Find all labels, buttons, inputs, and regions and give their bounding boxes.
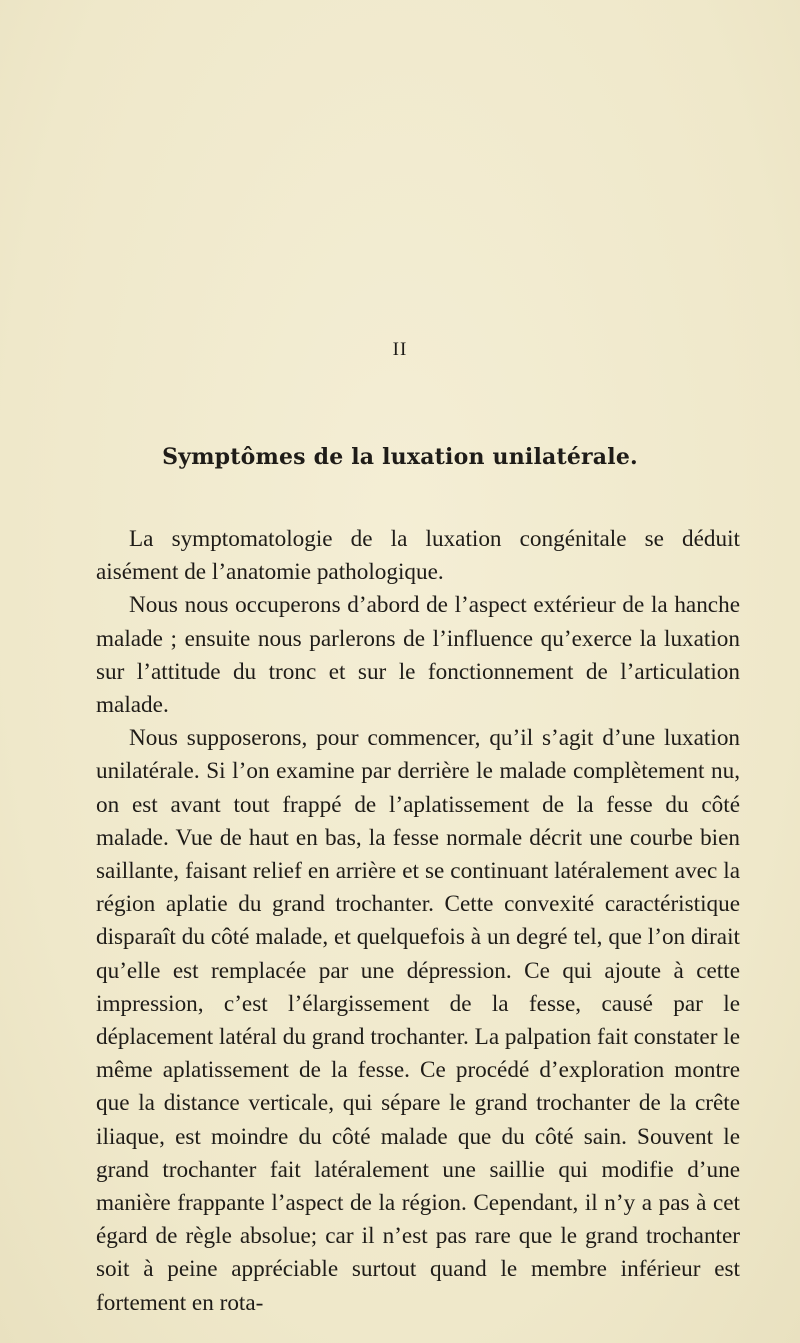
body-text bbox=[96, 523, 740, 1320]
paragraph: La symptomatologie de la luxation congénitale se déduit aisément de l’anatomie pathologique. bbox=[96, 526, 740, 586]
paragraph: Nous nous occuperons d’abord de l’aspect extérieur de la hanche malade ; ensuite nous parlerons de l’influence qu’exerce la luxation sur l’attitude du tronc et sur le fonctionnement de l’articulation malade. bbox=[96, 592, 740, 719]
chapter-title: Symptômes de la luxation unilatérale. bbox=[162, 444, 638, 470]
paragraph: Nous supposerons, pour commencer, qu’il s’agit d’une luxation unilatérale. Si l’on examine par derrière le malade complètement nu, on est avant tout frappé de l’aplatissement de la fesse du côté malade. Vue de haut en bas, la fesse normale décrit une courbe bien saillante, faisant relief en arrière et se continuant latéralement avec la région aplatie du grand trochanter. Cette convexité caractéristique disparaît du côté malade, et quelquefois à un degré tel, que l’on dirait qu’elle est remplacée par une dépression. Ce qui ajoute à cette impression, c’est l’élargissement de la fesse, causé par le déplacement latéral du grand trochanter. La palpation fait constater le même aplatissement de la fesse. Ce procédé d’exploration montre que la distance verticale, qui sépare le grand trochanter de la crête iliaque, est moindre du côté malade que du côté sain. Souvent le grand trochanter fait latéralement une saillie qui modifie d’une manière frappante l’aspect de la région. Cependant, il n’y a pas à cet égard de règle absolue; car il n’est pas rare que le grand trochanter soit à peine appréciable surtout quand le membre inférieur est fortement en rota- bbox=[96, 725, 740, 1316]
chapter-number: II bbox=[392, 339, 408, 360]
